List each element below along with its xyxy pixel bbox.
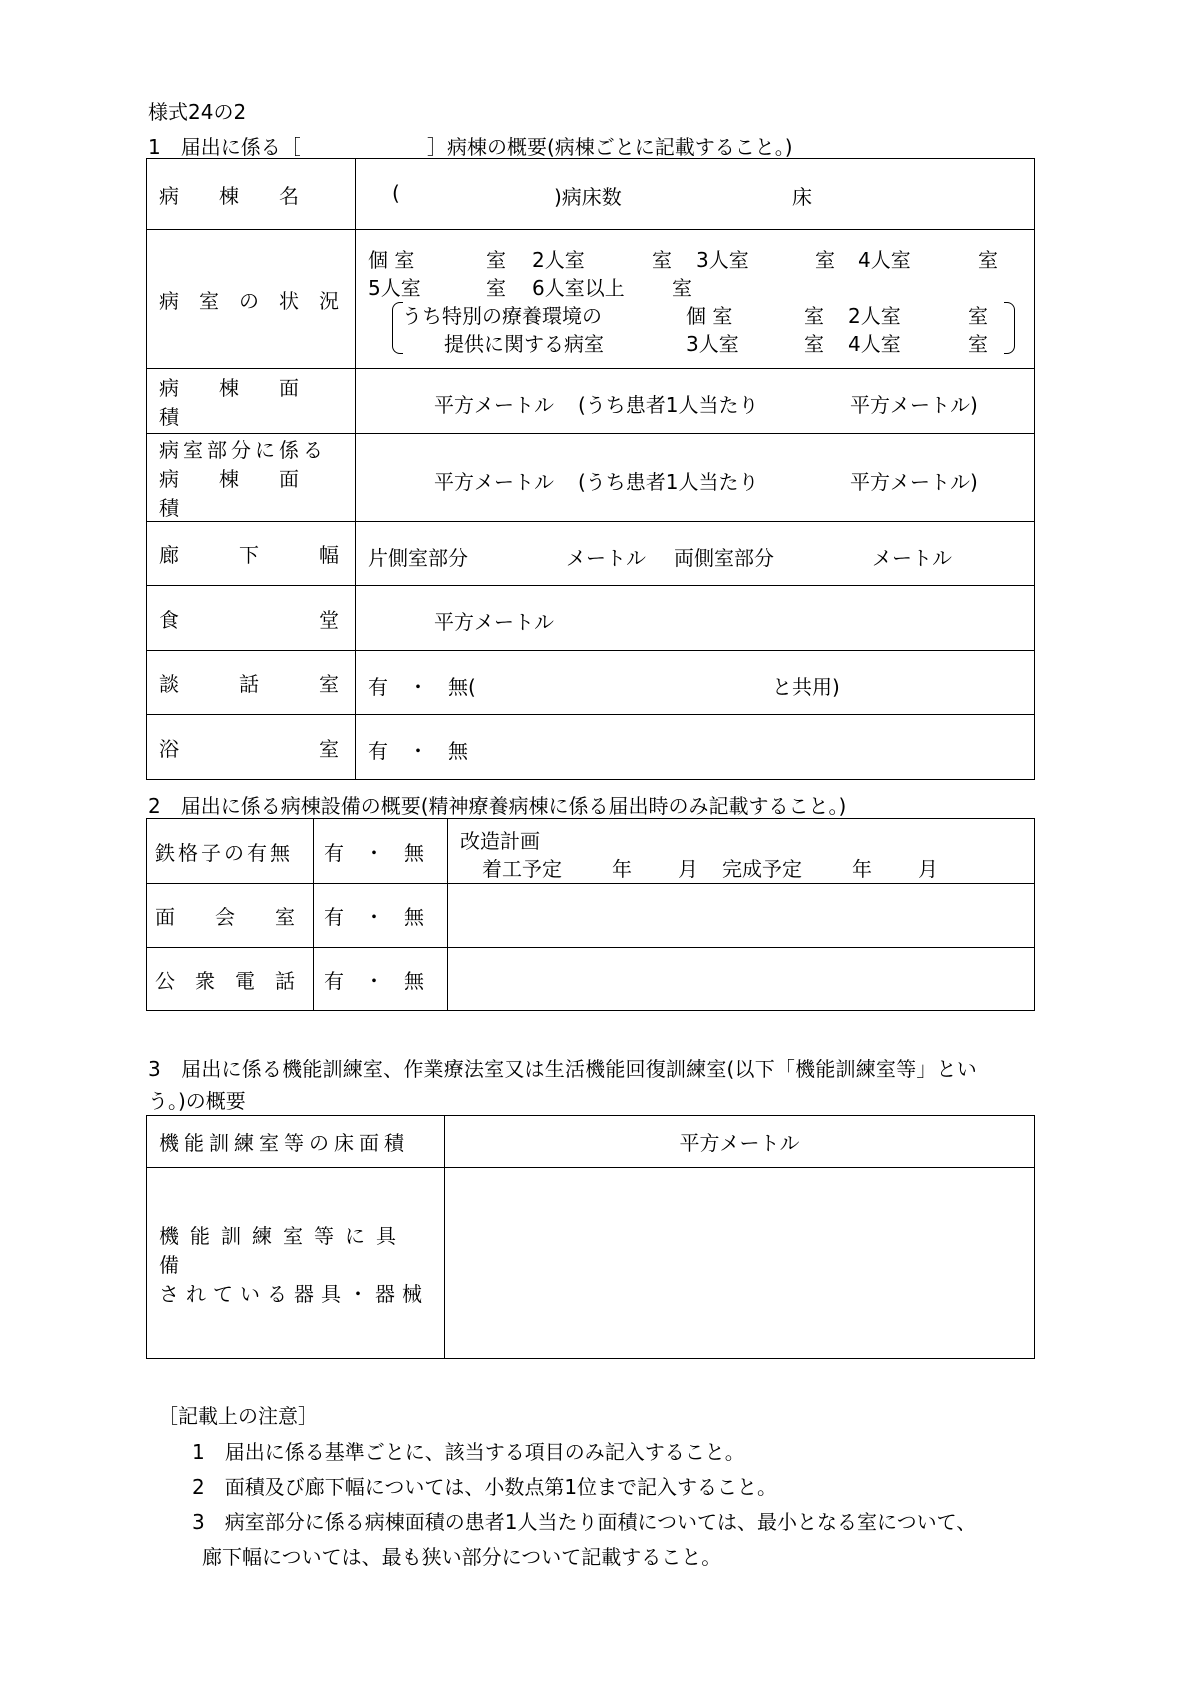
public-phone-notes[interactable] [448, 948, 1035, 1011]
equipment-label: 機能訓練室等に具備 されている器具・器械 [159, 1223, 429, 1306]
row-ward-name [147, 159, 1035, 230]
ward-equipment-table [146, 818, 1035, 1011]
row-visit-room [147, 884, 1035, 948]
row-equipment [147, 1168, 1035, 1359]
ward-name-open-paren: ( [392, 181, 400, 205]
section3-heading-line1: 3 届出に係る機能訓練室、作業療法室又は生活機能回復訓練室(以下「機能訓練室等」とい [148, 1057, 977, 1081]
section2-heading: 2 届出に係る病棟設備の概要(精神療養病棟に係る届出時のみ記載すること。) [148, 794, 847, 818]
visit-room-notes[interactable] [448, 884, 1035, 948]
grate-yn[interactable]: 有 ・ 無 [314, 819, 448, 884]
row-bath [147, 715, 1035, 780]
training-room-table [146, 1115, 1035, 1359]
row-corridor [147, 522, 1035, 586]
note-item-3-continued: 廊下幅については、最も狭い部分について記載すること。 [202, 1545, 722, 1569]
section1-heading-start: 1 届出に係る［ [148, 135, 301, 159]
section1-heading-end: ］病棟の概要(病棟ごとに記載すること。) [427, 135, 793, 159]
note-item-2: 2 面積及び廊下幅については、小数点第1位まで記入すること。 [192, 1475, 778, 1499]
ward-name-label: 病 棟 名 [159, 183, 299, 208]
row-dining [147, 586, 1035, 651]
ward-area-label: 病 棟 面 積 [159, 376, 339, 429]
note-item-1: 1 届出に係る基準ごとに、該当する項目のみ記入すること。 [192, 1440, 745, 1464]
row-room-ward-area [147, 434, 1035, 522]
visit-room-yn[interactable]: 有 ・ 無 [314, 884, 448, 948]
public-phone-label: 公 衆 電 話 [155, 968, 295, 993]
row-room-status [147, 230, 1035, 369]
room-ward-area-label: 病室部分に係る 病 棟 面 積 [159, 438, 339, 520]
section3-heading-line2: う。)の概要 [148, 1089, 246, 1113]
equipment-field[interactable] [445, 1168, 1035, 1359]
bed-count-label: )病床数 [554, 185, 622, 209]
grate-label: 鉄格子の有無 [155, 840, 293, 865]
room-status-field[interactable]: 個 室 室 2人室 室 3人室 室 4人室 室 5人室 室 6人室以上 室 うち特別の療養環境の 個 室 室 2人室 室 提供に関する病室 3人室 室 4人室 室 [356, 230, 1035, 369]
note-item-3: 3 病室部分に係る病棟面積の患者1人当たり面積については、最小となる室について、 [192, 1510, 977, 1534]
ward-overview-table [146, 158, 1035, 780]
floor-area-label: 機能訓練室等の床面積 [159, 1131, 409, 1155]
bath-field[interactable]: 有 ・ 無 [356, 715, 1035, 780]
corridor-field[interactable]: 片側室部分 メートル 両側室部分 メートル [356, 522, 1035, 586]
lounge-label: 談 話 室 [159, 672, 339, 696]
row-grate [147, 819, 1035, 884]
public-phone-yn[interactable]: 有 ・ 無 [314, 948, 448, 1011]
bath-label: 浴 室 [159, 736, 339, 761]
corridor-label: 廊 下 幅 [159, 543, 339, 567]
ward-area-field[interactable]: 平方メートル (うち患者1人当たり 平方メートル) [356, 369, 1035, 434]
row-floor-area [147, 1116, 1035, 1168]
bed-unit: 床 [792, 185, 812, 209]
bracket-right [1004, 302, 1015, 354]
form-number: 様式24の2 [148, 100, 247, 124]
floor-area-field[interactable]: 平方メートル [445, 1116, 1035, 1168]
visit-room-label: 面 会 室 [155, 905, 295, 929]
dining-field[interactable]: 平方メートル [356, 586, 1035, 651]
row-ward-area [147, 369, 1035, 434]
row-lounge [147, 651, 1035, 715]
lounge-field[interactable]: 有 ・ 無( と共用) [356, 651, 1035, 715]
grate-plan[interactable]: 改造計画 着工予定 年 月 完成予定 年 月 [448, 819, 1035, 884]
dining-label: 食 堂 [159, 607, 339, 632]
room-ward-area-field[interactable]: 平方メートル (うち患者1人当たり 平方メートル) [356, 434, 1035, 522]
row-public-phone [147, 948, 1035, 1011]
notes-title: ［記載上の注意］ [158, 1404, 318, 1428]
room-status-label: 病 室 の 状 況 [159, 288, 339, 313]
ward-name-field[interactable] [356, 159, 1035, 230]
